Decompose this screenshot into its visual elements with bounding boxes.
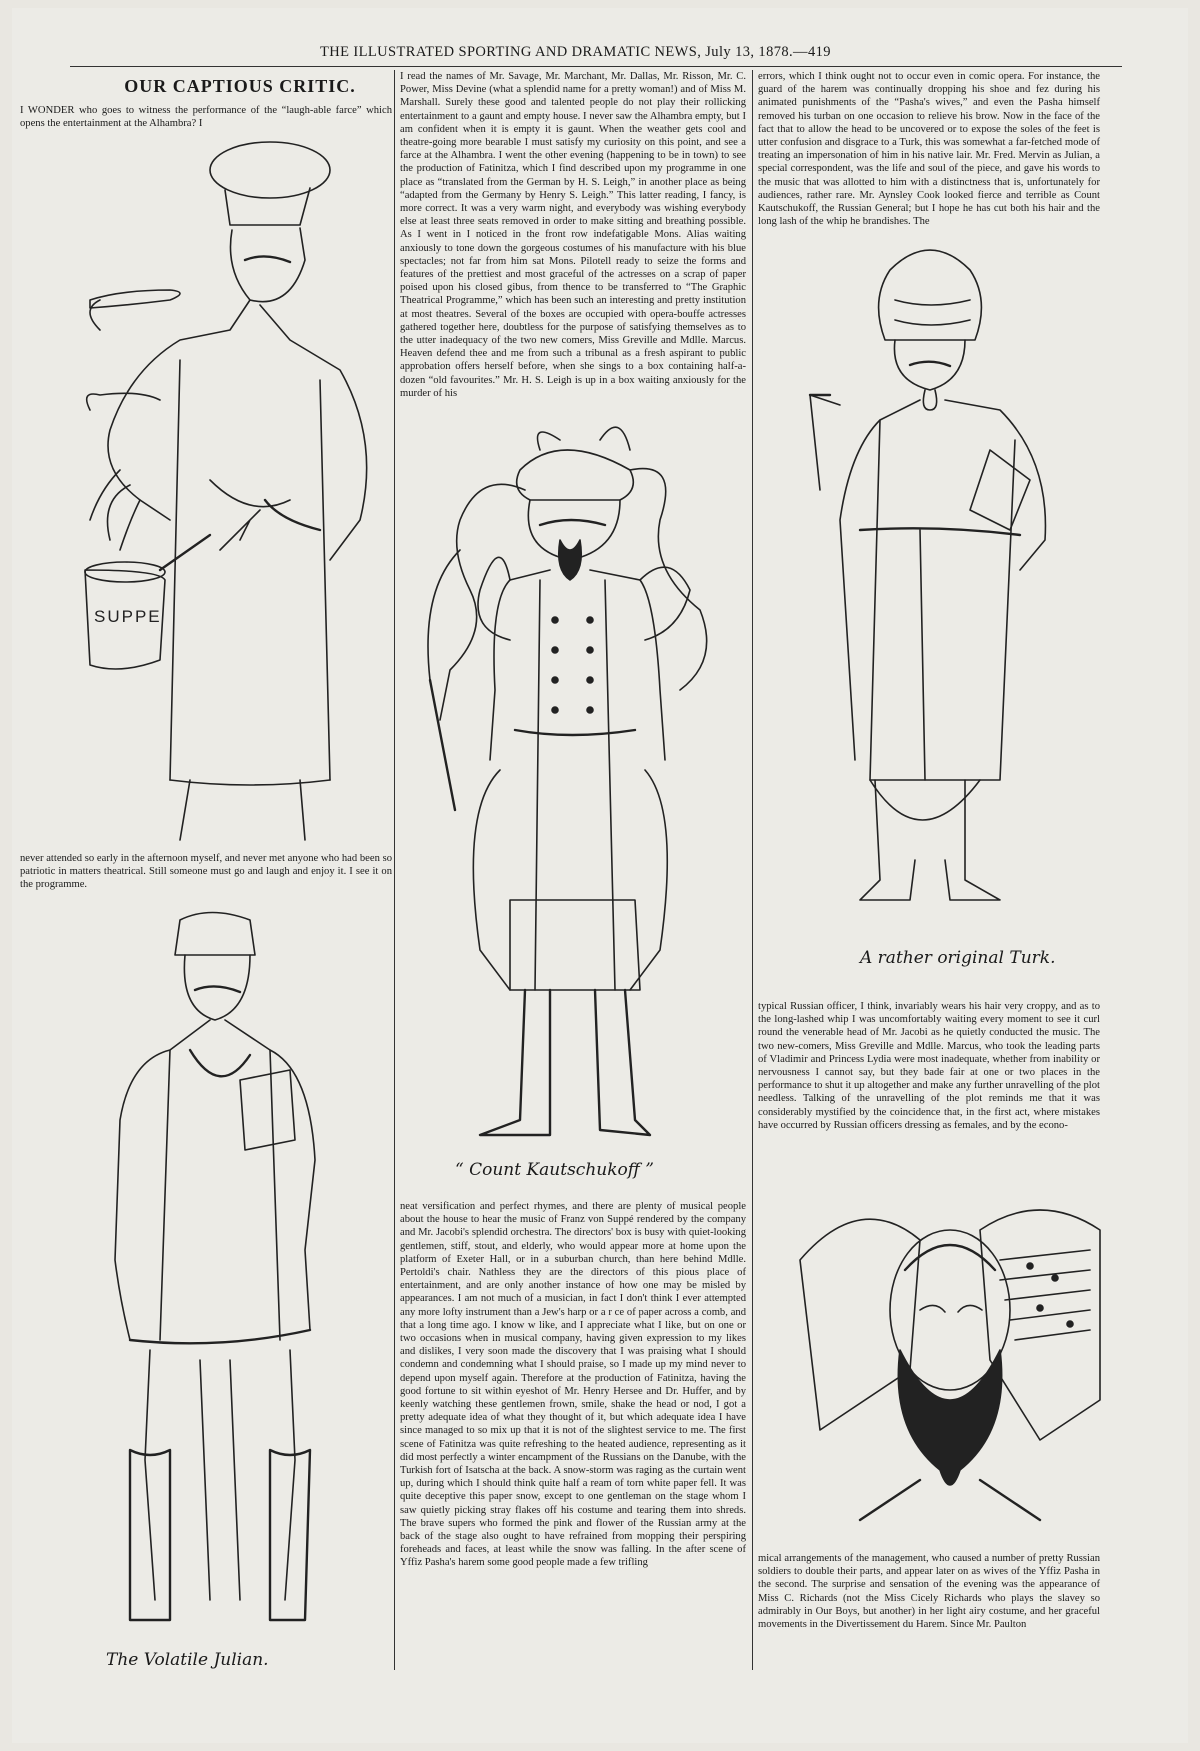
column2-top: I read the names of Mr. Savage, Mr. Marchant, Mr. Dallas, Mr. Risson, Mr. C. Power, Miss Devine (what a splendid name for a pretty woman!) and of Miss M. Marshall. Surely these good and talented people do not play their rollicking entertainment to a gaunt and empty house. I never saw the Alhambra empty, but I am confident when it is empty it is gaunt. When the weather gets cool and theatre-going more bearable I must satisfy my curiosity on this point, and see a farce at the Alhambra. I went the other evening (happening to be in town) to see the production of Fatinitza, which I find described upon my programme in one place as “translated from the German by H. S. Leigh,” in another place as being “adapted from the Germany by Henry S. Leigh.” This latter reading, I fancy, is more correct. It was a very warm night, and everybody was wishing everybody else at least three seats removed in order to make sitting and breathing possible. As I went in I noticed in the front row indefatigable Mons. Alias waiting anxiously to tone down the gorgeous costumes of his manufacture with his blue spectacles; not far from him sat Mons. Pilotell ready to seize the forms and features of the prettiest and most graceful of the actresses on a scrap of paper poised upon his closed gibus, from thence to be transferred to “The Graphic Theatrical Programme,” which has been such an interesting and pretty institution at most theatres. Several of the boxes are occupied with opera-bouffe actresses gathered together here, doubtless for the purpose of satisfying themselves as to the utter inadequacy of the two new comers, Miss Greville and Mdlle. Marcus. Heaven defend thee and me from such a tribunal as a fresh aspirant to public approbation offers herself before, when she sings to a box containing half-a-dozen “old favourites.” Mr. H. S. Leigh is up in a box waiting anxiously for the murder of his <box>400 71 746 399</box>
column1-intro: I WONDER who goes to witness the performance of the “laugh-able farce” which opens the entertainment at the Alhambra? I <box>20 105 392 130</box>
column2-bottom: neat versification and perfect rhymes, and there are plenty of musical people about the house to hear the music of Franz von Suppé rendered by the company and Mr. Jacobi's splendid orchestra. The directors' box is busy with quiet-looking gentlemen, stiff, stout, and elderly, who would appear more at home upon the platform of Exeter Hall, or in a suburban church, than here behind Mdlle. Pertoldi's chair. Nathless they are the directors of this pious place of entertainment, and are only another instance of how one may be misled by appearances. I am not much of a musician, in fact I don't think I ever attempted any more lofty instrument than a Jew's harp or a r ce of paper across a comb, and that a long time ago. I know w like, and I appreciate what I like, but on one or two occasions when in musical company, having given expression to my likes and dislikes, I very soon made the discovery that I was praising what I should condemn and condemning what I should praise, so I made up my mind never to depend upon myself again. Therefore at the production of Fatinitza, having the good fortune to sit within eyeshot of Mr. Henry Hersee and Dr. Huffer, and by keenly watching these gentlemen frown, smile, shake the head or nod, I got a pretty adequate idea of what they thought of it, but which adequate idea I have since managed to so mix up that it is not of the slightest service to me. The first scene of Fatinitza was quite refreshing to the heated audience, representing as it did most perfectly a winter encampment of the Russians on the Danube, with the Turkish fort of Isatscha at the back. A snow-storm was raging as the curtain went up, during which I should think quite half a ream of torn white paper fell. It was quite deceptive this paper snow, except to one gentleman on the stage whom I saw quietly picking stray flakes off his costume and tearing them into shreds. The brave supers who formed the pink and flower of the Russian army at the back of the stage also ought to have refrained from mopping their perspiring foreheads and faces, at least while the snow was falling. In the after scene of Yffiz Pasha's harem some good people made a few trifling <box>400 1201 746 1569</box>
column3-top: errors, which I think ought not to occur even in comic opera. For instance, the guard of the harem was continually dropping his shoe and fez during his animated punishments of the “Pasha's wives,” and even the Pasha himself removed his turban on one occasion to relieve his brow. Now in the face of the fact that to allow the head to be uncovered or to expose the soles of the feet is utter confusion and disgrace to a Turk, this was somewhat a far-fetched mode of treating an impersonation of him in his native lair. Mr. Fred. Mervin as Julian, a special correspondent, was the life and soul of the piece, and gave his words to the music that was allotted to him with a distinctness that is, unfortunately for audiences, rather rare. Mr. Aynsley Cook looked fierce and terrible as Count Kautschukoff, the Russian General; but I hope he has cut both his hair and the long lash of the whip he brandishes. The <box>758 71 1100 228</box>
column-rule-right <box>752 70 753 1670</box>
column-rule-left <box>394 70 395 1670</box>
soup-pot-label: SUPPE <box>94 607 162 626</box>
page-header: THE ILLUSTRATED SPORTING AND DRAMATIC NEWS, July 13, 1878.—419 <box>320 44 831 60</box>
julian-illustration <box>90 900 350 1640</box>
column1-after-cook: never attended so early in the afternoon myself, and never met anyone who had been so patriotic in matters theatrical. Still someone must go and laugh and enjoy it. I see it on the programme. <box>20 853 392 891</box>
column3-middle: typical Russian officer, I think, invariably wears his hair very croppy, and as to the long-lashed whip I was uncomfortably waiting every moment to see it curl round the venerable head of Mr. Jacobi as he quietly conducted the music. The two new-comers, Miss Greville and Mdlle. Marcus, who took the leading parts of Vladimir and Princess Lydia were most inadequate, whether from inability or nervousness I cannot say, but they bade fair at one or two places in the performance to shut it up altogether and make any further unravelling of the plot needless. Talking of the unravelling of the plot reminds me that it was considerably mystified by the coincidence that, in the first act, where mistakes have occurred by Russian officers dressing as females, and by the econo- <box>758 1001 1100 1131</box>
count-kautschukoff-illustration <box>420 430 740 1150</box>
julian-caption: The Volatile Julian. <box>106 1650 269 1670</box>
count-kautschukoff-caption: “ Count Kautschukoff ” <box>455 1160 654 1180</box>
header-rule <box>70 66 1122 67</box>
turk-illustration <box>800 240 1070 940</box>
turk-caption: A rather original Turk. <box>860 948 1056 968</box>
article-title: OUR CAPTIOUS CRITIC. <box>124 76 356 96</box>
cook-illustration <box>60 140 380 840</box>
column3-bottom: mical arrangements of the management, who caused a number of pretty Russian soldiers to double their parts, and appear later on as wives of the Yffiz Pasha in the second. The surprise and sensation of the evening was the appearance of Miss C. Richards (not the Miss Cicely Richards who plays the slavey so admirably in Our Boys, but another) in her light airy costume, and her graceful movements in the Divertissement du Harem. Since Mr. Paulton <box>758 1553 1100 1631</box>
conductor-sheet-music-illustration <box>800 1200 1110 1540</box>
